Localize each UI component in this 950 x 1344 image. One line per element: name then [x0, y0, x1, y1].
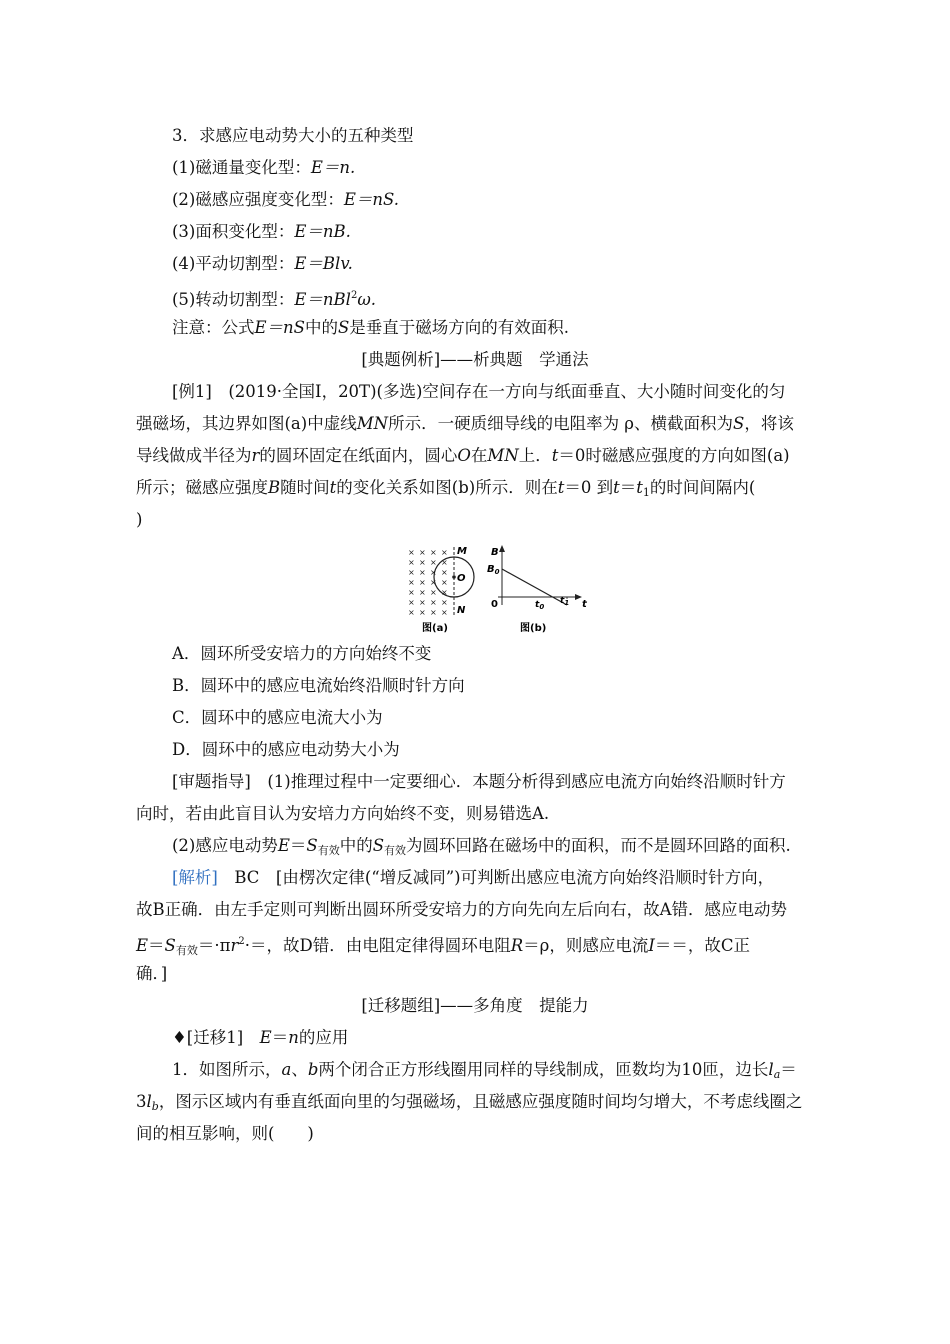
field-cross-mark: ×	[430, 558, 437, 567]
field-cross-mark: ×	[419, 548, 426, 557]
axis-label-b0: $B_0$	[487, 564, 500, 576]
field-cross-mark: ×	[430, 548, 437, 557]
type-4: (4)平动切割型：E＝Blv.	[172, 254, 353, 273]
field-cross-mark: ×	[441, 608, 448, 617]
type-1: (1)磁通量变化型：E＝n.	[172, 158, 356, 177]
transfer-title: ♦[迁移1] E＝n的应用	[172, 1028, 349, 1047]
axis-label-origin: 0	[491, 599, 498, 610]
field-cross-mark: ×	[430, 578, 437, 587]
option-c: C．圆环中的感应电流大小为	[172, 708, 383, 727]
type-2: (2)磁感应强度变化型：E＝nS.	[172, 190, 400, 209]
type-5: (5)转动切割型：E＝nBl$^2$ω.	[172, 290, 377, 309]
example-figure	[402, 543, 592, 635]
question-1-line-2: $3l_b$，图示区域内有垂直纸面向里的匀强磁场，且磁感应强度随时间均匀增大，不考虑线圈之	[136, 1092, 803, 1113]
analysis-line-1: [解析] BC [由楞次定律(“增反减同”)可判断出感应电流方向始终沿顺时针方向，	[172, 868, 775, 887]
magnetic-field-crosses	[408, 548, 448, 617]
heading-transfer: [迁移题组]——多角度 提能力	[361, 996, 589, 1015]
field-cross-mark: ×	[441, 558, 448, 567]
question-1-line-3: 间的相互影响，则( )	[136, 1124, 314, 1143]
field-cross-mark: ×	[441, 588, 448, 597]
label-m: M	[457, 546, 467, 557]
question-1-line-1: 1．如图所示，a、b两个闭合正方形线圈用同样的导线制成，匝数均为10匝，边长$l_a=$	[172, 1060, 797, 1081]
caption-b: 图(b)	[520, 623, 547, 634]
analysis-line-2: 故B正确．由左手定则可判断出圆环所受安培力的方向先向左后向右，故A错．感应电动势	[136, 900, 788, 919]
field-cross-mark: ×	[441, 568, 448, 577]
field-cross-mark: ×	[408, 548, 415, 557]
field-cross-mark: ×	[408, 578, 415, 587]
field-cross-mark: ×	[408, 568, 415, 577]
field-cross-mark: ×	[441, 578, 448, 587]
field-cross-mark: ×	[419, 578, 426, 587]
field-cross-mark: ×	[419, 608, 426, 617]
field-cross-mark: ×	[430, 608, 437, 617]
example-line-1: [例1] (2019·全国Ⅰ，20T)(多选)空间存在一方向与纸面垂直、大小随时间变化的匀	[172, 382, 786, 401]
option-a: A．圆环所受安培力的方向始终不变	[172, 644, 432, 663]
field-cross-mark: ×	[408, 588, 415, 597]
analysis-line-3: $E=S_{有效}=\cdot\pi r^2\cdot=$，故D错．由电阻定律得圆环电阻R＝ρ，则感应电流I＝＝，故C正	[136, 936, 750, 957]
example-line-2: 强磁场，其边界如图(a)中虚线MN所示．一硬质细导线的电阻率为 ρ、横截面积为S，将该	[136, 414, 794, 433]
axis-label-t0: $t_0$	[535, 600, 545, 611]
guide-line-1: [审题指导] (1)推理过程中一定要细心．本题分析得到感应电流方向始终沿顺时针方	[172, 772, 786, 791]
center-dot	[452, 575, 456, 579]
analysis-tag: [解析]	[172, 868, 218, 887]
field-cross-mark: ×	[408, 558, 415, 567]
field-cross-mark: ×	[430, 568, 437, 577]
note: 注意：公式E＝nS中的S是垂直于磁场方向的有效面积.	[172, 318, 570, 337]
type-3: (3)面积变化型：E＝nB.	[172, 222, 351, 241]
label-n: N	[457, 605, 466, 616]
axis-label-b: B	[491, 547, 499, 558]
guide-line-3: (2)感应电动势$E=S_{有效}$中的$S_{有效}$为圆环回路在磁场中的面积，而不是圆环回路的面积.	[172, 836, 791, 857]
field-cross-mark: ×	[419, 568, 426, 577]
t-axis-arrow	[575, 594, 582, 600]
option-b: B．圆环中的感应电流始终沿顺时针方向	[172, 676, 465, 695]
field-cross-mark: ×	[419, 558, 426, 567]
label-o: O	[457, 573, 466, 584]
section-title: 3．求感应电动势大小的五种类型	[172, 126, 414, 145]
field-cross-mark: ×	[441, 548, 448, 557]
field-cross-mark: ×	[408, 608, 415, 617]
heading-example: [典题例析]——析典题 学通法	[361, 350, 589, 369]
axis-label-t: t	[582, 599, 587, 610]
example-line-5: )	[136, 510, 143, 529]
field-cross-mark: ×	[430, 598, 437, 607]
field-cross-mark: ×	[408, 598, 415, 607]
field-cross-mark: ×	[419, 588, 426, 597]
field-cross-mark: ×	[430, 588, 437, 597]
field-cross-mark: ×	[419, 598, 426, 607]
axis-label-t1: $t_1$	[560, 596, 570, 607]
example-line-4: 所示；磁感应强度B随时间t的变化关系如图(b)所示．则在t＝0 到$t=t_1$的时间间隔内(	[136, 478, 756, 499]
field-cross-mark: ×	[441, 598, 448, 607]
analysis-line-4: 确．]	[136, 964, 168, 983]
guide-line-2: 向时，若由此盲目认为安培力方向始终不变，则易错选A.	[136, 804, 550, 823]
b-axis-arrow	[499, 545, 505, 552]
caption-a: 图(a)	[422, 623, 448, 634]
example-line-3: 导线做成半径为r的圆环固定在纸面内，圆心O在MN上．t＝0时磁感应强度的方向如图(a)	[136, 446, 790, 465]
option-d: D．圆环中的感应电动势大小为	[172, 740, 400, 759]
